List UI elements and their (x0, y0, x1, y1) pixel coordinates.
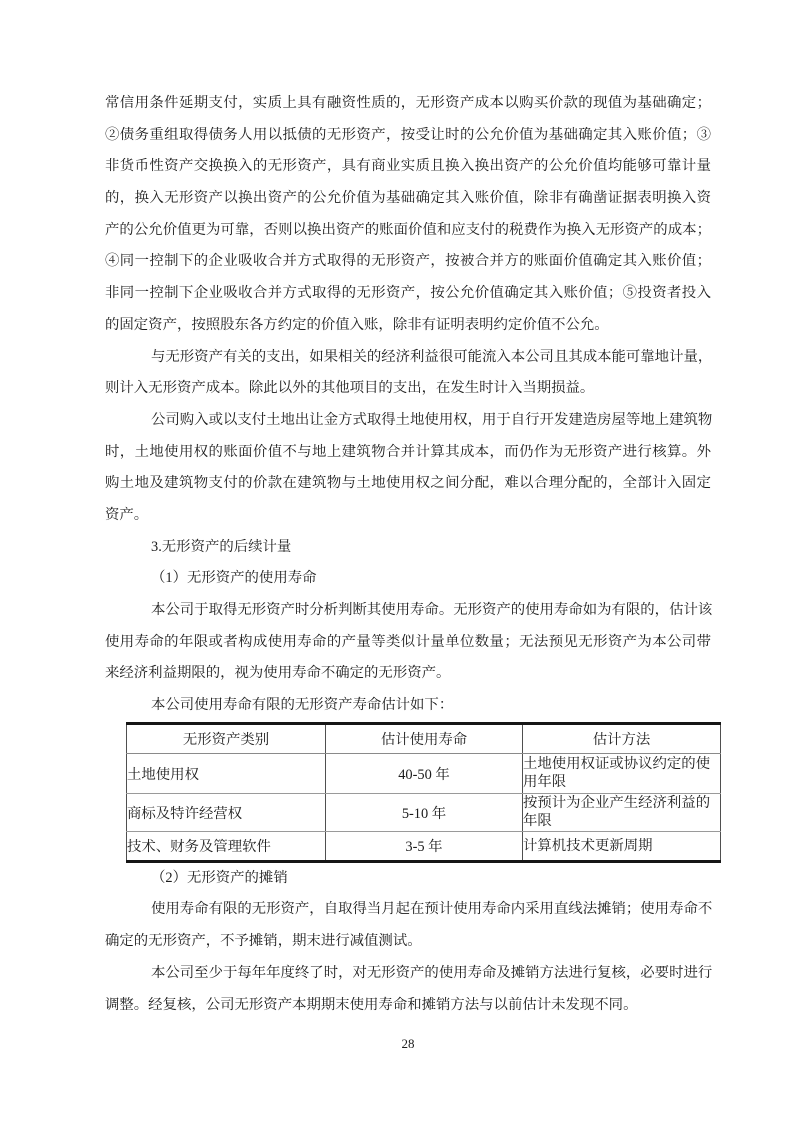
text-line: 资产。 (105, 506, 149, 523)
table-cell-life: 40-50 年 (326, 753, 523, 793)
table-cell-life: 3-5 年 (326, 831, 523, 861)
subsection-heading: （2）无形资产的摊销 (151, 869, 288, 886)
text-line: 调整。经复核，公司无形资产本期期末使用寿命和摊销方法与以前估计未发现不同。 (105, 996, 638, 1013)
table-header-estimation-method: 估计方法 (523, 723, 721, 753)
table-header-row (127, 723, 721, 753)
text-line: 本公司于取得无形资产时分析判断其使用寿命。无形资产的使用寿命如为有限的，估计该 (151, 602, 713, 618)
text-line: 的固定资产，按照股东各方约定的价值入账，除非有证明表明约定价值不公允。 (105, 316, 609, 333)
table-cell-life: 5-10 年 (326, 793, 523, 831)
page-number: 28 (401, 1036, 415, 1051)
text-line: 非同一控制下企业吸收合并方式取得的无形资产，按公允价值确定其入账价值；⑤投资者投入 (105, 285, 711, 302)
table-row (127, 753, 721, 793)
table-cell-category: 技术、财务及管理软件 (127, 831, 326, 861)
document-content (105, 88, 711, 1021)
table-cell-category: 土地使用权 (127, 753, 326, 793)
text-line: 来经济利益期限的，视为使用寿命不确定的无形资产。 (105, 665, 451, 682)
table-cell-method: 土地使用权证或协议约定的使用年限 (523, 753, 721, 793)
text-line: 产的公允价值更为可靠，否则以换出资产的账面价值和应支付的税费作为换入无形资产的成本； (105, 221, 711, 238)
intangible-assets-useful-life-table (126, 722, 721, 863)
text-line: ④同一控制下的企业吸收合并方式取得的无形资产，按被合并方的账面价值确定其入账价值； (105, 253, 711, 270)
table-intro-line: 本公司使用寿命有限的无形资产寿命估计如下： (151, 697, 454, 714)
table-row (127, 793, 721, 831)
text-line: 则计入无形资产成本。除此以外的其他项目的支出，在发生时计入当期损益。 (105, 380, 595, 397)
text-line: 的，换入无形资产以换出资产的公允价值为基础确定其入账价值，除非有确凿证据表明换入资 (105, 190, 711, 207)
table-header-estimated-life: 估计使用寿命 (326, 723, 523, 753)
text-line: ②债务重组取得债务人用以抵债的无形资产，按受让时的公允价值为基础确定其入账价值；③ (105, 126, 711, 143)
text-line: 确定的无形资产，不予摊销，期末进行减值测试。 (105, 933, 422, 950)
table-header-asset-category: 无形资产类别 (127, 723, 326, 753)
table-row (127, 831, 721, 861)
subsection-heading: （1）无形资产的使用寿命 (151, 570, 317, 587)
text-line: 公司购入或以支付土地出让金方式取得土地使用权，用于自行开发建造房屋等地上建筑物 (151, 411, 713, 428)
table-cell-category: 商标及特许经营权 (127, 793, 326, 831)
text-line: 非货币性资产交换换入的无形资产，具有商业实质且换入换出资产的公允价值均能够可靠计量 (105, 158, 711, 175)
text-line: 本公司至少于每年年度终了时，对无形资产的使用寿命及摊销方法进行复核，必要时进行 (151, 964, 713, 981)
text-line: 常信用条件延期支付，实质上具有融资性质的，无形资产成本以购买价款的现值为基础确定； (105, 95, 711, 111)
text-line: 与无形资产有关的支出，如果相关的经济利益很可能流入本公司且其成本能可靠地计量， (151, 348, 713, 365)
text-line: 使用寿命有限的无形资产，自取得当月起在预计使用寿命内采用直线法摊销；使用寿命不 (151, 901, 713, 918)
section-heading: 3.无形资产的后续计量 (151, 538, 292, 555)
text-line: 购土地及建筑物支付的价款在建筑物与土地使用权之间分配，难以合理分配的，全部计入固定 (105, 475, 711, 492)
table-cell-method: 计算机技术更新周期 (523, 831, 721, 861)
text-line: 使用寿命的年限或者构成使用寿命的产量等类似计量单位数量；无法预见无形资产为本公司带 (105, 633, 711, 650)
table-cell-method: 按预计为企业产生经济利益的年限 (523, 793, 721, 831)
text-line: 时，土地使用权的账面价值不与地上建筑物合并计算其成本，而仍作为无形资产进行核算。外 (105, 443, 711, 460)
